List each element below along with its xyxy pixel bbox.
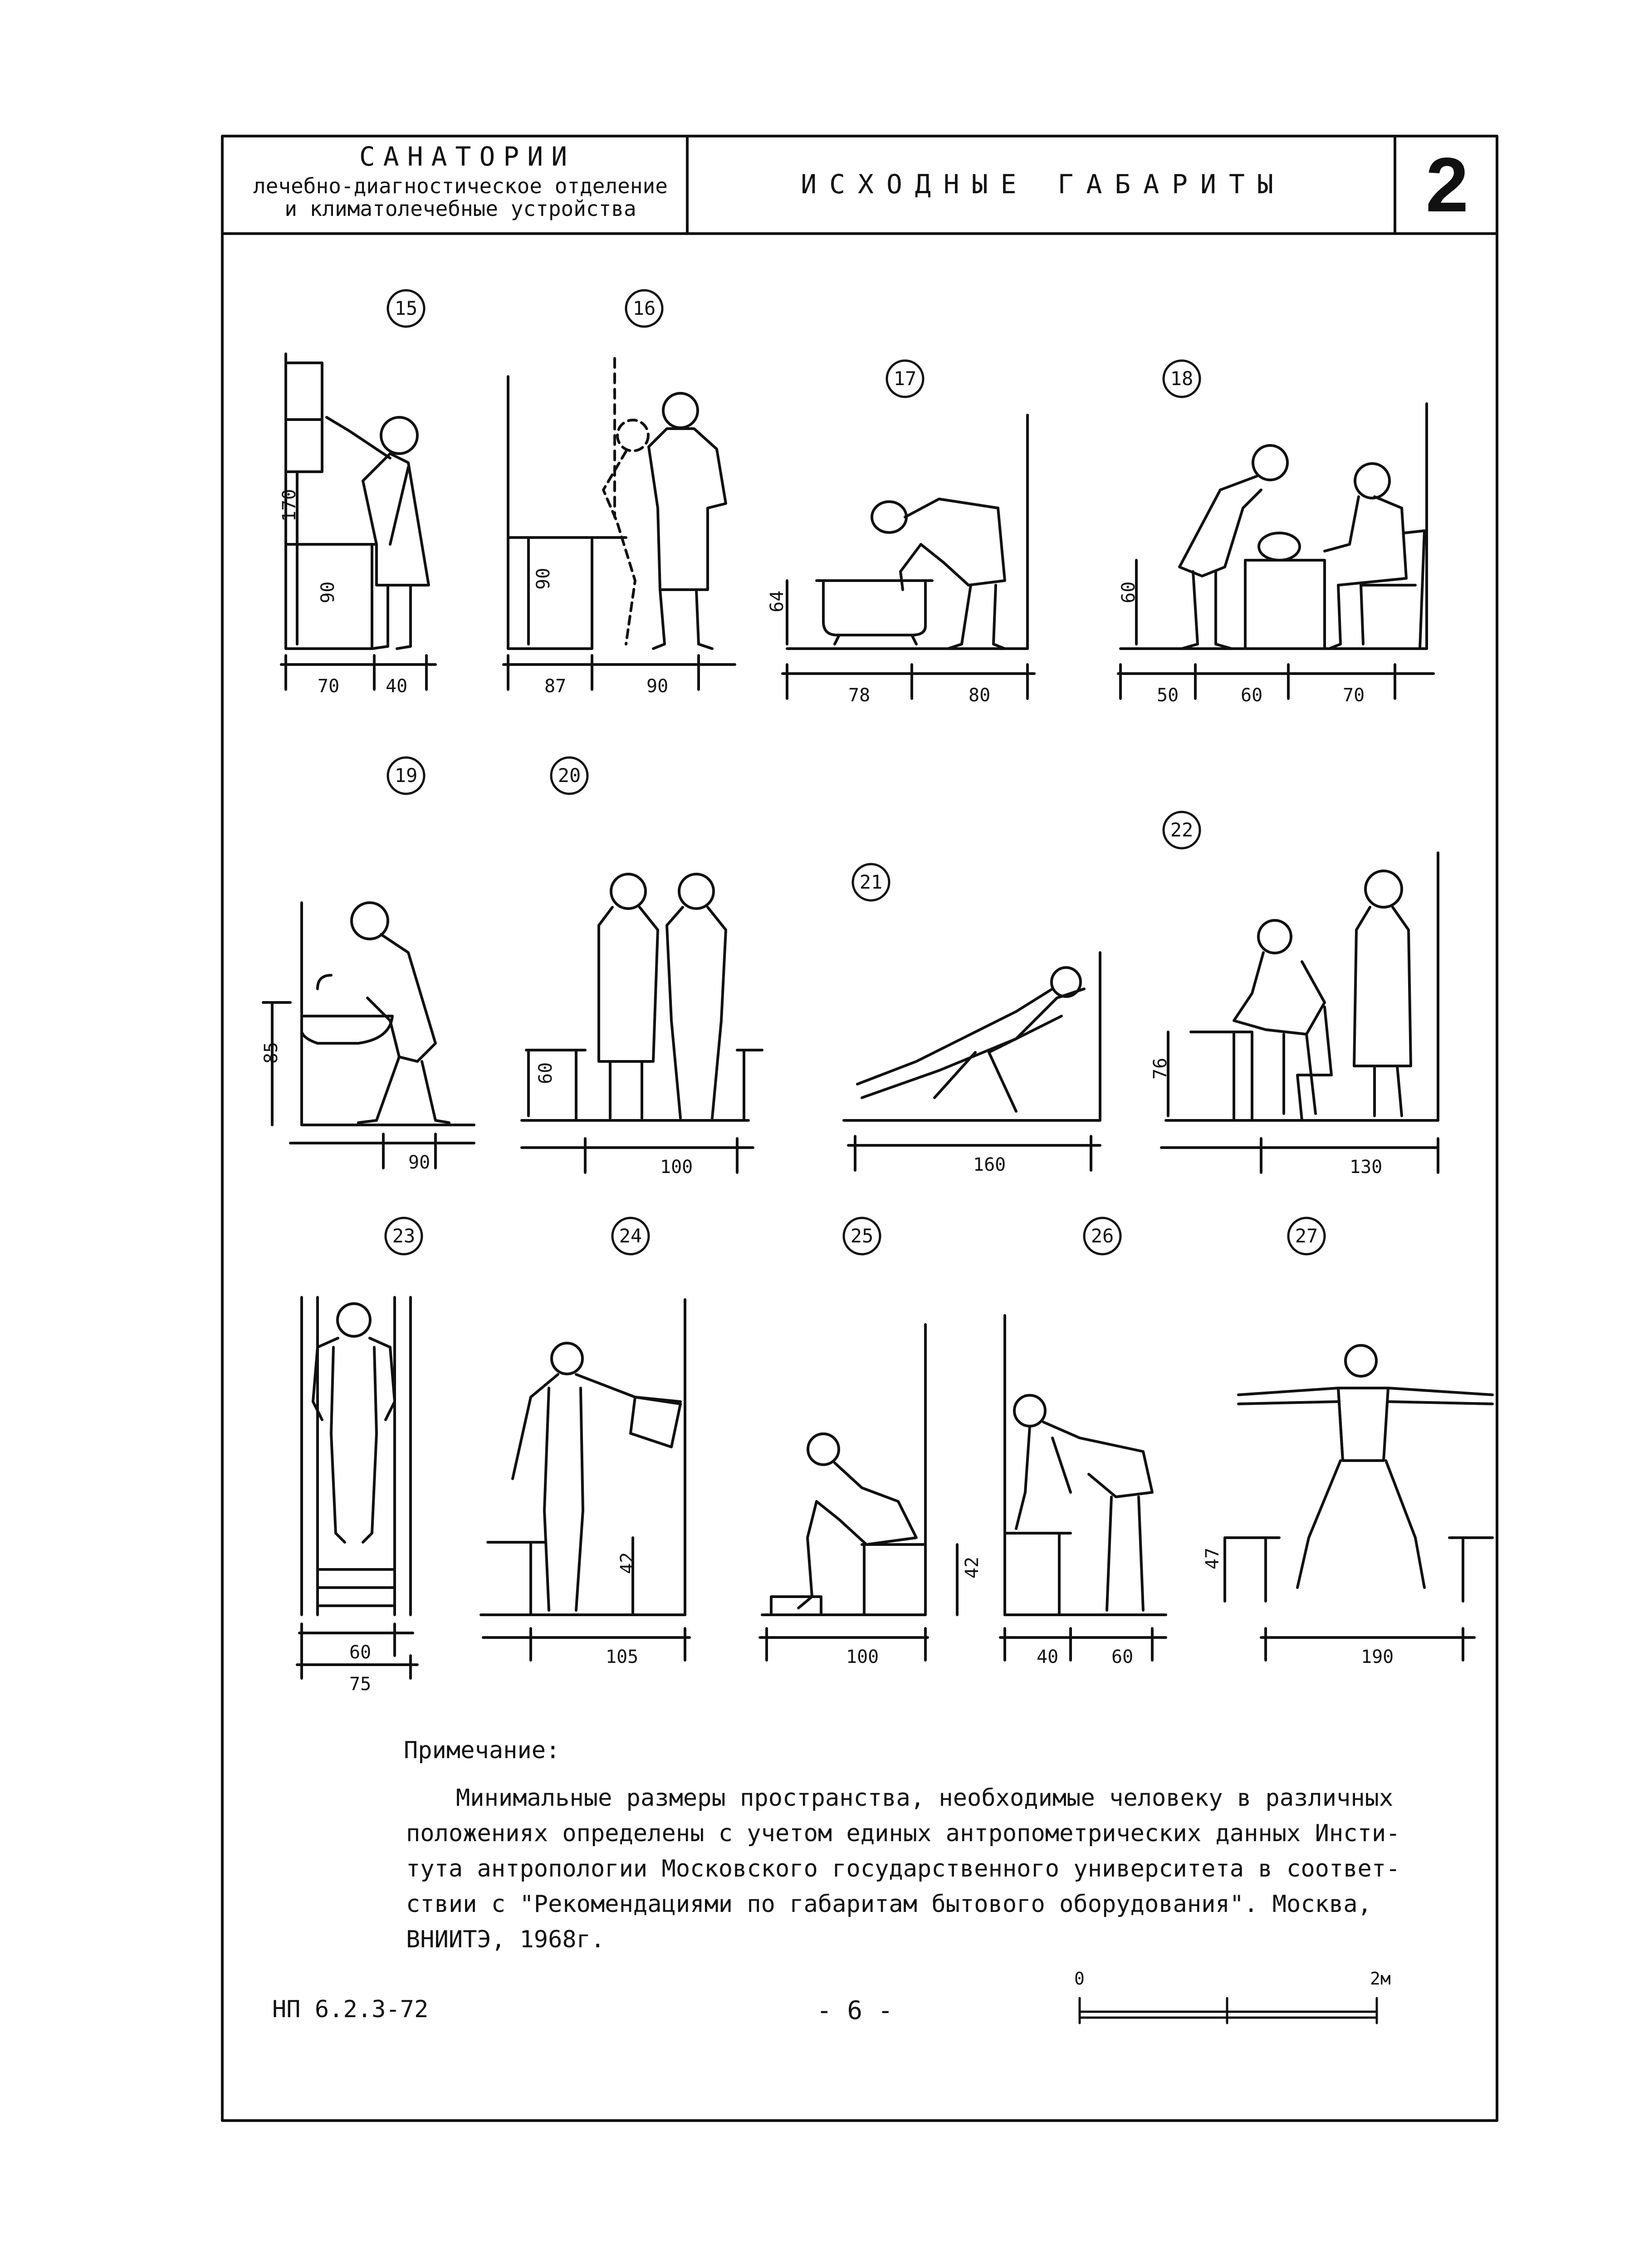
figure-label-18: 18	[1170, 367, 1194, 390]
dimension-label: 40	[1037, 1647, 1059, 1667]
dimension-label: 87	[544, 676, 567, 697]
figure-23-drawing	[297, 1297, 417, 1678]
dimension-label: 60	[1241, 685, 1263, 706]
dimension-label: 70	[1343, 685, 1365, 706]
note-heading: Примечание:	[404, 1737, 560, 1764]
section-title: ИСХОДНЫЕ ГАБАРИТЫ	[801, 169, 1286, 200]
scale-bar	[1080, 1998, 1377, 2023]
figure-label-19: 19	[394, 764, 418, 787]
org-title: САНАТОРИИ	[359, 141, 576, 172]
figure-19-drawing	[263, 903, 474, 1168]
note-line-2: положениях определены с учетом единых антропометрических данных Инсти-	[406, 1820, 1400, 1847]
figure-label-20: 20	[558, 764, 581, 787]
document-code: НП 6.2.3-72	[272, 1996, 429, 2023]
dimension-label: 85	[261, 1041, 282, 1064]
dimension-label: 105	[606, 1647, 639, 1667]
dimension-label: 60	[1111, 1647, 1134, 1667]
dimension-label: 60	[535, 1062, 556, 1084]
figure-16-drawing	[504, 358, 735, 689]
figure-22-drawing	[1161, 853, 1438, 1173]
dimension-label: 78	[848, 685, 871, 706]
figure-label-23: 23	[392, 1225, 416, 1247]
note-line-4: ствии с "Рекомендациями по габаритам бытового оборудования". Москва,	[406, 1891, 1372, 1918]
dimension-label: 42	[617, 1552, 638, 1574]
figure-label-21: 21	[859, 871, 883, 893]
figure-25-drawing	[760, 1325, 957, 1660]
page-number: - 6 -	[817, 1996, 893, 2025]
dimension-label: 90	[533, 567, 554, 590]
org-subtitle-line-2: и климатолечебные устройства	[284, 196, 636, 221]
dimension-label: 90	[318, 581, 338, 603]
dimension-label: 100	[846, 1647, 879, 1667]
figure-17-drawing	[783, 415, 1034, 699]
figure-label-16: 16	[632, 297, 656, 319]
dimension-label: 130	[1350, 1157, 1383, 1178]
figure-27-drawing	[1225, 1345, 1492, 1660]
figure-label-27: 27	[1295, 1225, 1318, 1247]
dimension-label: 60	[349, 1642, 372, 1663]
dimension-label: 160	[973, 1154, 1006, 1175]
figure-15-drawing	[281, 354, 435, 689]
dimension-label: 64	[767, 590, 788, 612]
note-line-1: Минимальные размеры пространства, необходимые человеку в различных	[456, 1784, 1394, 1812]
dimension-label: 75	[349, 1674, 372, 1695]
figure-label-15: 15	[394, 297, 418, 319]
dimension-label: 70	[318, 676, 340, 697]
dimension-label: 50	[1157, 685, 1179, 706]
scale-end-label: 2м	[1370, 1969, 1391, 1989]
dimension-label: 190	[1361, 1647, 1394, 1667]
figure-20-drawing	[522, 874, 762, 1173]
figure-label-22: 22	[1170, 819, 1194, 841]
note-line-3: тута антропологии Московского государственного университета в соответ-	[406, 1855, 1400, 1882]
figure-label-26: 26	[1091, 1225, 1114, 1247]
dimension-label: 40	[386, 676, 408, 697]
figure-18-drawing	[1118, 404, 1433, 699]
org-subtitle-line-1: лечебно-диагностическое отделение	[253, 174, 668, 198]
note-line-5: ВНИИТЭ, 1968г.	[406, 1926, 605, 1953]
figure-label-24: 24	[619, 1225, 642, 1247]
figure-label-25: 25	[850, 1225, 874, 1247]
dimension-label: 170	[279, 489, 300, 522]
dimension-label: 47	[1202, 1547, 1223, 1569]
dimension-label: 42	[962, 1556, 983, 1579]
figure-label-17: 17	[893, 367, 917, 390]
dimension-label: 100	[660, 1157, 693, 1178]
dimension-label: 90	[646, 676, 669, 697]
dimension-label: 76	[1150, 1057, 1171, 1080]
figure-24-drawing	[481, 1300, 690, 1660]
sheet-number: 2	[1425, 142, 1469, 228]
scale-start-label: 0	[1074, 1969, 1085, 1989]
dimension-label: 90	[408, 1152, 431, 1173]
dimension-label: 60	[1118, 581, 1139, 603]
figure-21-drawing	[844, 953, 1100, 1170]
figure-26-drawing	[1000, 1315, 1166, 1660]
dimension-label: 80	[969, 685, 991, 706]
